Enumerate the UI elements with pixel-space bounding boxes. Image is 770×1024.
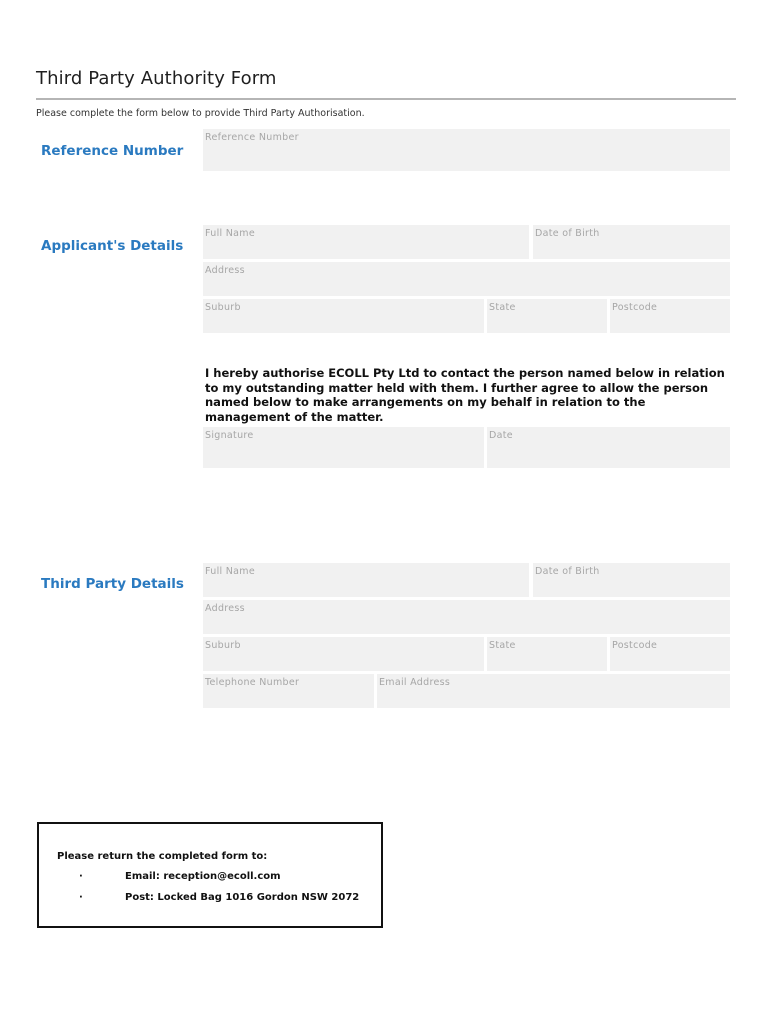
applicant-full-name-input[interactable] [203,225,529,259]
applicant-state-field[interactable] [487,299,607,333]
applicant-address-placeholder: Address [205,265,245,276]
third-party-state-field[interactable] [487,637,607,671]
third-party-suburb-field[interactable] [203,637,484,671]
third-party-full-name-placeholder: Full Name [205,566,255,577]
third-party-dob-field[interactable] [533,563,730,597]
third-party-postcode-placeholder: Postcode [612,640,658,651]
third-party-telephone-input[interactable] [203,674,374,708]
applicant-suburb-field[interactable] [203,299,484,333]
applicant-dob-placeholder: Date of Birth [535,228,600,239]
third-party-dob-input[interactable] [533,563,730,597]
return-info-box [37,822,383,928]
reference-number-input[interactable] [203,129,730,171]
third-party-telephone-placeholder: Telephone Number [205,677,300,688]
applicant-dob-field[interactable] [533,225,730,259]
applicant-postcode-placeholder: Postcode [612,302,658,313]
applicant-dob-input[interactable] [533,225,730,259]
form-title: Third Party Authority Form [36,68,277,89]
signature-input[interactable] [203,427,484,468]
applicant-state-input[interactable] [487,299,607,333]
applicant-full-name-field[interactable] [203,225,529,259]
third-party-address-placeholder: Address [205,603,245,614]
third-party-telephone-field[interactable] [203,674,374,708]
applicant-state-placeholder: State [489,302,516,313]
third-party-email-input[interactable] [377,674,730,708]
applicant-section-label: Applicant's Details [41,238,184,254]
third-party-suburb-input[interactable] [203,637,484,671]
applicant-postcode-field[interactable] [610,299,730,333]
reference-number-placeholder: Reference Number [205,132,299,143]
signature-placeholder: Signature [205,430,254,441]
bullet: · [79,892,83,903]
applicant-postcode-input[interactable] [610,299,730,333]
return-info-heading: Please return the completed form to: [57,851,268,862]
title-divider [36,98,736,100]
reference-number-field[interactable] [203,129,730,171]
signature-date-input[interactable] [487,427,730,468]
authorisation-statement: I hereby authorise ECOLL Pty Ltd to contact the person named below in relation to my outstanding matter held with them. I further agree to allow the person named below to make arrangements on my behalf in relation to the management of the matter. [205,366,725,424]
return-email-text: Email: reception@ecoll.com [125,871,281,882]
applicant-address-input[interactable] [203,262,730,296]
applicant-address-field[interactable] [203,262,730,296]
third-party-full-name-field[interactable] [203,563,529,597]
third-party-address-field[interactable] [203,600,730,634]
form-intro: Please complete the form below to provide Third Party Authorisation. [36,108,365,119]
third-party-postcode-field[interactable] [610,637,730,671]
signature-date-placeholder: Date [489,430,513,441]
reference-section-label: Reference Number [41,143,184,159]
third-party-postcode-input[interactable] [610,637,730,671]
third-party-full-name-input[interactable] [203,563,529,597]
third-party-state-placeholder: State [489,640,516,651]
bullet: · [79,871,83,882]
third-party-state-input[interactable] [487,637,607,671]
applicant-full-name-placeholder: Full Name [205,228,255,239]
third-party-email-field[interactable] [377,674,730,708]
third-party-address-input[interactable] [203,600,730,634]
third-party-suburb-placeholder: Suburb [205,640,241,651]
signature-field[interactable] [203,427,484,468]
third-party-dob-placeholder: Date of Birth [535,566,600,577]
third-party-email-placeholder: Email Address [379,677,451,688]
signature-date-field[interactable] [487,427,730,468]
return-post-text: Post: Locked Bag 1016 Gordon NSW 2072 [125,892,360,903]
applicant-suburb-placeholder: Suburb [205,302,241,313]
applicant-suburb-input[interactable] [203,299,484,333]
third-party-section-label: Third Party Details [41,576,184,592]
